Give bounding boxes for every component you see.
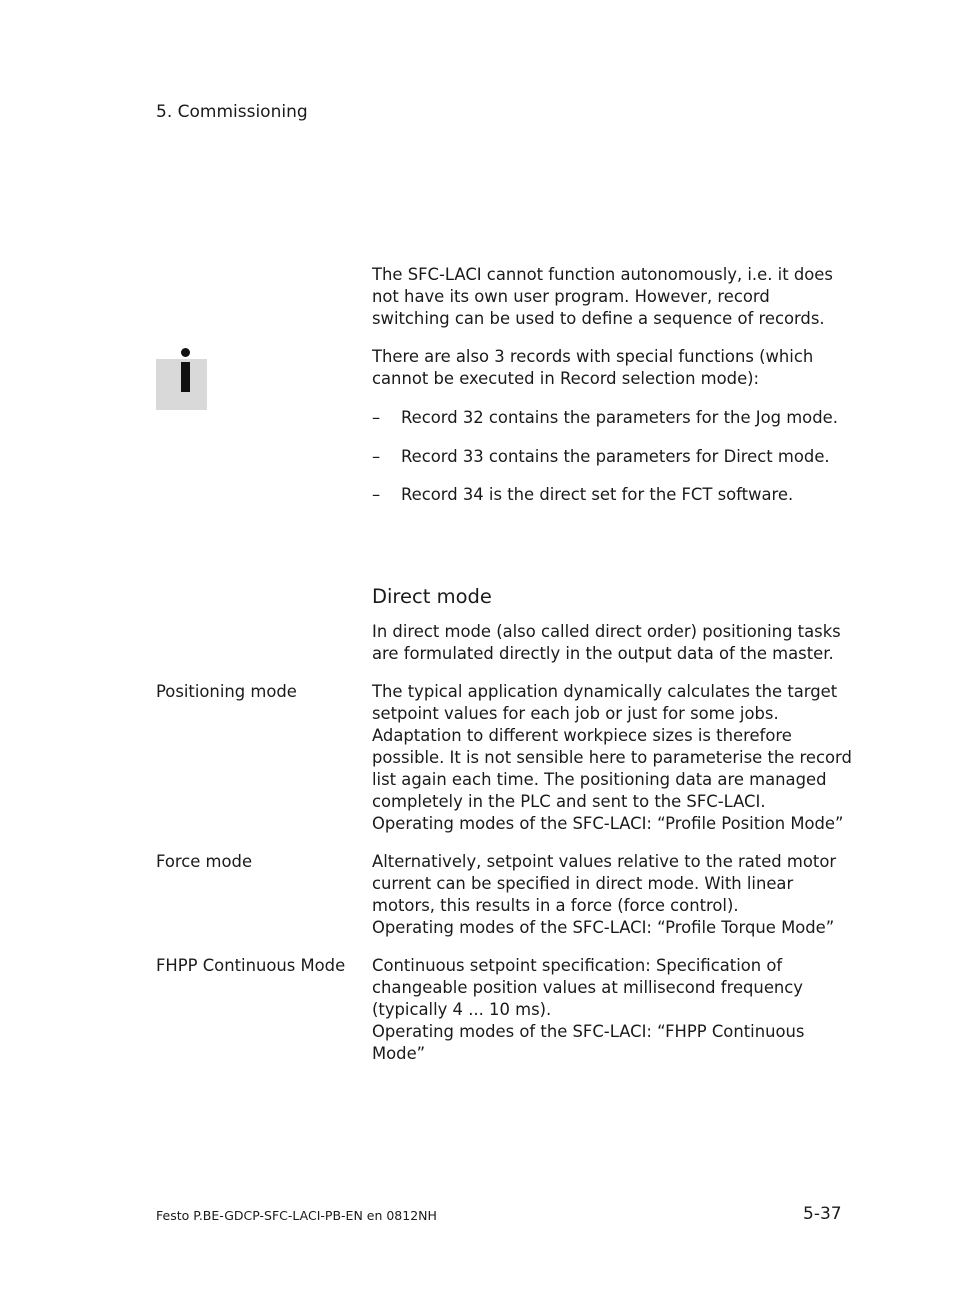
force-mode-label: Force mode	[156, 852, 253, 871]
list-dash: –	[372, 408, 381, 427]
chapter-header: 5. Commissioning	[156, 102, 308, 122]
continuous-mode-description: Continuous setpoint specification: Specification of changeable position values at millisecond frequency (typically 4 ... 10 ms).	[372, 956, 804, 1019]
list-item-text: Record 33 contains the parameters for Direct mode.	[401, 447, 830, 466]
intro-paragraph-1: The SFC-LACI cannot function autonomously, i.e. it does not have its own user program. However, record switching can be used to define a sequence of records.	[372, 265, 833, 328]
positioning-mode-text	[372, 681, 852, 835]
list-item	[372, 446, 852, 468]
force-mode-operating-modes: Operating modes of the SFC-LACI: “Profile Torque Mode”	[372, 918, 835, 937]
force-mode-description: Alternatively, setpoint values relative to the rated motor current can be specified in direct mode. With linear motors, this results in a force (force control).	[372, 852, 837, 915]
positioning-mode-label: Positioning mode	[156, 682, 297, 701]
direct-mode-intro: In direct mode (also called direct order) positioning tasks are formulated directly in the output data of the master.	[372, 622, 841, 663]
force-mode-text	[372, 851, 852, 939]
continuous-mode-operating-modes: Operating modes of the SFC-LACI: “FHPP Continuous Mode”	[372, 1022, 805, 1063]
positioning-mode-operating-modes: Operating modes of the SFC-LACI: “Profile Position Mode”	[372, 814, 844, 833]
positioning-mode-description: The typical application dynamically calculates the target setpoint values for each job or just for some jobs. Adaptation to different workpiece sizes is therefore possible. It is not sensible here to parameterise the record list again each time. The positioning data are managed completely in the PLC and sent to the SFC-LACI.	[372, 682, 852, 811]
info-icon	[156, 359, 207, 410]
list-dash: –	[372, 447, 381, 466]
list-item	[372, 484, 852, 506]
footer-document-id: Festo P.BE-GDCP-SFC-LACI-PB-EN en 0812NH	[156, 1208, 437, 1223]
list-dash: –	[372, 485, 381, 504]
continuous-mode-label: FHPP Continuous Mode	[156, 956, 346, 975]
page-number: 5-37	[803, 1204, 842, 1224]
list-item-text: Record 34 is the direct set for the FCT software.	[401, 485, 794, 504]
continuous-mode-text	[372, 955, 852, 1065]
list-item-text: Record 32 contains the parameters for the Jog mode.	[401, 408, 838, 427]
list-item	[372, 407, 852, 429]
section-heading: Direct mode	[372, 585, 492, 608]
intro-paragraph-2: There are also 3 records with special functions (which cannot be executed in Record selection mode):	[372, 347, 814, 388]
